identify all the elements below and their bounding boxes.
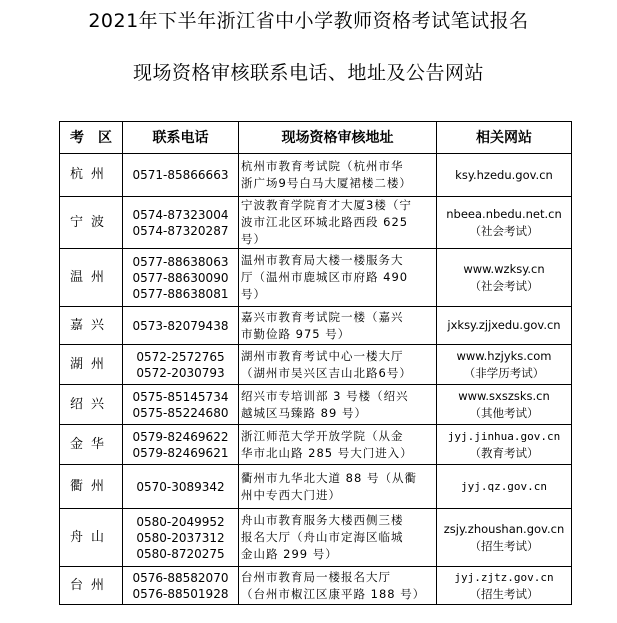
address-line: 嘉兴市教育考试院一楼（嘉兴 [241,309,404,324]
header-area: 考 区 [60,122,123,154]
website-line: ksy.hzedu.gov.cn [455,167,553,182]
address-line: 号） [241,287,266,301]
table-row [60,465,572,509]
phone-number: 0572-2030793 [136,365,225,380]
area-name: 湖州 [69,356,112,372]
cell-area [60,197,123,249]
cell-area [60,249,123,307]
table-row [60,509,572,567]
cell-phone [123,465,239,509]
exam-contact-table [59,121,572,605]
area-name: 绍兴 [69,396,112,412]
table-row [60,425,572,465]
cell-phone [123,307,239,345]
cell-phone [123,197,239,249]
phone-number: 0579-82469622 [132,429,229,444]
phone-number: 0579-82469621 [132,445,229,460]
table-row [60,345,572,385]
address-line: 杭州市教育考试院（杭州市华 [241,159,404,173]
address-line: 湖州市教育考试中心一楼大厅 [241,348,404,363]
address-line: 宁波教育学院育才大厦3楼（宁 [241,198,412,212]
address-line: 越城区马臻路 89 号） [241,405,367,420]
website-line: zsjy.zhoushan.gov.cn [443,521,565,536]
area-name: 温州 [69,269,112,285]
address-line: 绍兴市专培训部 3 号楼（绍兴 [241,388,409,403]
phone-number: 0575-85224680 [132,405,229,420]
address-line: 波市江北区环城北路西段 625 [241,215,409,229]
cell-phone [123,385,239,425]
phone-number: 0576-88582070 [132,570,229,585]
cell-website [437,197,572,249]
cell-phone [123,509,239,567]
address-line: 厅（温州市鹿城区市府路 490 [241,270,409,284]
phone-number: 0574-87323004 [132,207,229,222]
header-address: 现场资格审核地址 [239,122,437,154]
cell-address [239,425,437,465]
website-line: （社会考试） [469,223,539,238]
website-line: www.hzjyks.com [456,348,552,363]
table-row [60,197,572,249]
area-name: 嘉兴 [69,317,112,333]
address-line: 号） [241,232,266,246]
phone-number: 0575-85145734 [132,389,229,404]
phone-number: 0571-85866663 [132,168,229,182]
cell-area [60,345,123,385]
phone-number: 0576-88501928 [132,586,229,601]
cell-area [60,465,123,509]
website-line: （其他考试） [469,405,539,420]
phone-number: 0574-87320287 [132,223,229,238]
cell-area [60,567,123,605]
website-line: jyj.jinhua.gov.cn [447,429,561,443]
cell-address [239,197,437,249]
cell-phone [123,425,239,465]
cell-address [239,307,437,345]
cell-area [60,509,123,567]
website-line: jyj.qz.gov.cn [460,480,548,493]
cell-phone [123,154,239,197]
website-line: jyj.zjtz.gov.cn [454,570,554,584]
address-line: 浙江师范大学开放学院（从金 [241,428,404,443]
document-title: 2021年下半年浙江省中小学教师资格考试笔试报名 [88,10,529,32]
phone-number: 0572-2572765 [136,349,225,364]
header-website: 相关网站 [437,122,572,154]
website-line: jxksy.zjjxedu.gov.cn [447,318,561,332]
area-name: 台州 [69,577,112,593]
phone-number: 0577-88630090 [132,270,229,285]
address-line: 市勤俭路 975 号） [241,326,351,341]
cell-website [437,465,572,509]
cell-address [239,345,437,385]
cell-area [60,307,123,345]
website-line: （非学历考试） [463,365,545,380]
website-line: www.sxszsks.cn [458,388,550,403]
address-line: 温州市教育局大楼一楼服务大 [241,253,404,267]
address-line: 台州市教育局一楼报名大厅 [241,569,391,584]
cell-phone [123,567,239,605]
cell-address [239,154,437,197]
area-name: 宁波 [69,214,112,230]
cell-area [60,154,123,197]
table-header-row [60,122,572,154]
cell-website [437,154,572,197]
table-row [60,385,572,425]
website-line: （教育考试） [469,445,539,460]
cell-address [239,567,437,605]
cell-phone [123,345,239,385]
website-line: （招生考试） [469,586,539,601]
cell-website [437,345,572,385]
address-line: 舟山市教育服务大楼西侧三楼 [241,513,404,527]
address-line: 衢州市九华北大道 88 号（从衢 [241,470,417,485]
phone-number: 0580-2037312 [136,530,225,545]
address-line: 金山路 299 号） [241,547,338,561]
cell-address [239,249,437,307]
cell-website [437,567,572,605]
cell-area [60,385,123,425]
address-line: 州中专西大门进） [241,487,341,502]
cell-website [437,425,572,465]
area-name: 杭州 [69,167,112,182]
cell-website [437,249,572,307]
address-line: （台州市椒江区康平路 188 号） [241,586,426,601]
cell-website [437,307,572,345]
table-row [60,154,572,197]
address-line: 浙广场9号白马大厦裙楼二楼） [241,176,412,190]
website-line: www.wzksy.cn [463,261,545,276]
table-row [60,567,572,605]
phone-number: 0577-88638063 [132,254,229,269]
document-subtitle: 现场资格审核联系电话、地址及公告网站 [132,62,484,84]
website-line: （招生考试） [469,538,539,553]
phone-number: 0580-2049952 [136,514,225,529]
address-line: 华市北山路 285 号大门进入） [241,445,413,460]
phone-number: 0580-8720275 [136,546,225,561]
table-row [60,307,572,345]
cell-area [60,425,123,465]
area-name: 衢州 [69,478,112,494]
website-line: nbeea.nbedu.net.cn [446,206,562,221]
cell-phone [123,249,239,307]
address-line: （湖州市吴兴区吉山北路6号） [241,365,412,380]
area-name: 金华 [69,436,112,452]
table-row [60,249,572,307]
website-line: （社会考试） [469,278,539,293]
address-line: 报名大厅（舟山市定海区临城 [241,530,404,544]
cell-address [239,385,437,425]
cell-website [437,509,572,567]
phone-number: 0577-88638081 [132,286,229,301]
cell-website [437,385,572,425]
cell-address [239,509,437,567]
phone-number: 0570-3089342 [136,479,225,494]
phone-number: 0573-82079438 [132,318,229,333]
area-name: 舟山 [69,529,112,545]
cell-address [239,465,437,509]
header-phone: 联系电话 [123,122,239,154]
